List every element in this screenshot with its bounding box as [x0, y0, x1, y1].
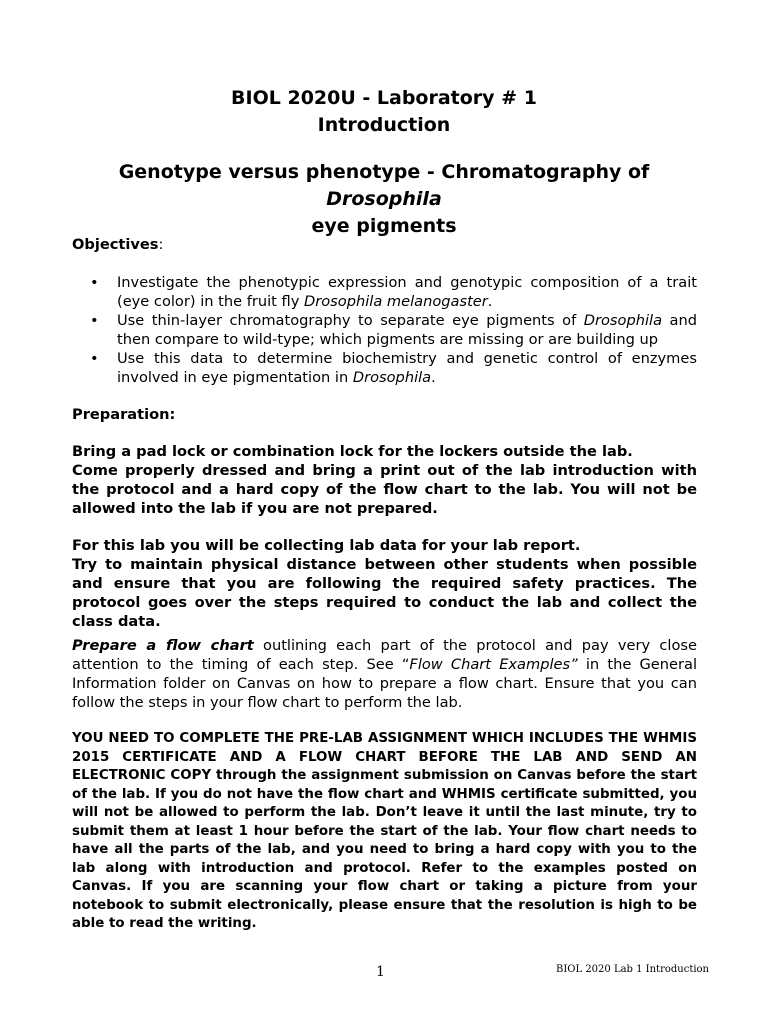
course-title: BIOL 2020U - Laboratory # 1: [231, 87, 537, 109]
bullet-icon: •: [90, 274, 99, 291]
prelab-notice: YOU NEED TO COMPLETE THE PRE-LAB ASSIGNMENT WHICH INCLUDES THE WHMIS 2015 CERTIFICATE AND A FLOW CHART BEFORE THE LAB AND SEND AN ELECTRONIC COPY through the assignment submission on Canvas before the start of the lab. If you do not have the flow chart and WHMIS certificate submitted, you will not be allowed to perform the lab. Don’t leave it until the last minute, try to submit them at least 1 hour before the start of the lab. Your flow chart needs to have all the parts of the lab, and you need to bring a hard copy with you to the lab along with introduction and protocol. Refer to the examples posted on Canvas. If you are scanning your flow chart or taking a picture from your notebook to submit electronically, please ensure that the resolution is high to be able to read the writing.: [72, 731, 697, 931]
bullet-icon: •: [90, 312, 99, 329]
objectives-list: [72, 273, 697, 387]
objectives-heading: Objectives:: [72, 236, 164, 253]
lab-title-text-2: eye pigments: [311, 215, 457, 237]
lab-title: [60, 159, 708, 240]
preparation-paragraph-1: Bring a pad lock or combination lock for the lockers outside the lab. Come properly dressed and bring a print out of the lab introduction with the protocol and a hard copy of the flow chart to the lab. You will not be allowed into the lab if you are not prepared.: [72, 443, 697, 517]
footer-doc-title: BIOL 2020 Lab 1 Introduction: [556, 964, 709, 975]
lab-title-italic: Drosophila: [326, 188, 442, 210]
list-item: • Use thin-layer chromatography to separate eye pigments of Drosophila and then compare to wild-type; which pigments are missing or are building up: [90, 312, 697, 348]
preparation-heading: Preparation:: [72, 406, 176, 423]
page-number: 1: [376, 964, 385, 980]
list-item: • Investigate the phenotypic expression and genotypic composition of a trait (eye color) in the fruit fly Drosophila melanogaster.: [90, 274, 697, 310]
lab-title-text: Genotype versus phenotype - Chromatography of: [118, 161, 650, 183]
bullet-icon: •: [90, 350, 99, 367]
flowchart-lead: Prepare a flow chart: [72, 637, 254, 654]
list-item: • Use this data to determine biochemistry and genetic control of enzymes involved in eye pigmentation in Drosophila.: [90, 350, 697, 386]
preparation-paragraph-2: For this lab you will be collecting lab data for your lab report. Try to maintain physical distance between other students when possible and ensure that you are following the required safety practices. The protocol goes over the steps required to conduct the lab and collect the class data.: [72, 537, 697, 630]
flowchart-paragraph: Prepare a flow chart outlining each part of the protocol and pay very close attention to the timing of each step. See “Flow Chart Examples” in the General Information folder on Canvas on how to prepare a flow chart. Ensure that you can follow the steps in your flow chart to perform the lab.: [72, 637, 697, 711]
page-subtitle: Introduction: [317, 114, 451, 136]
